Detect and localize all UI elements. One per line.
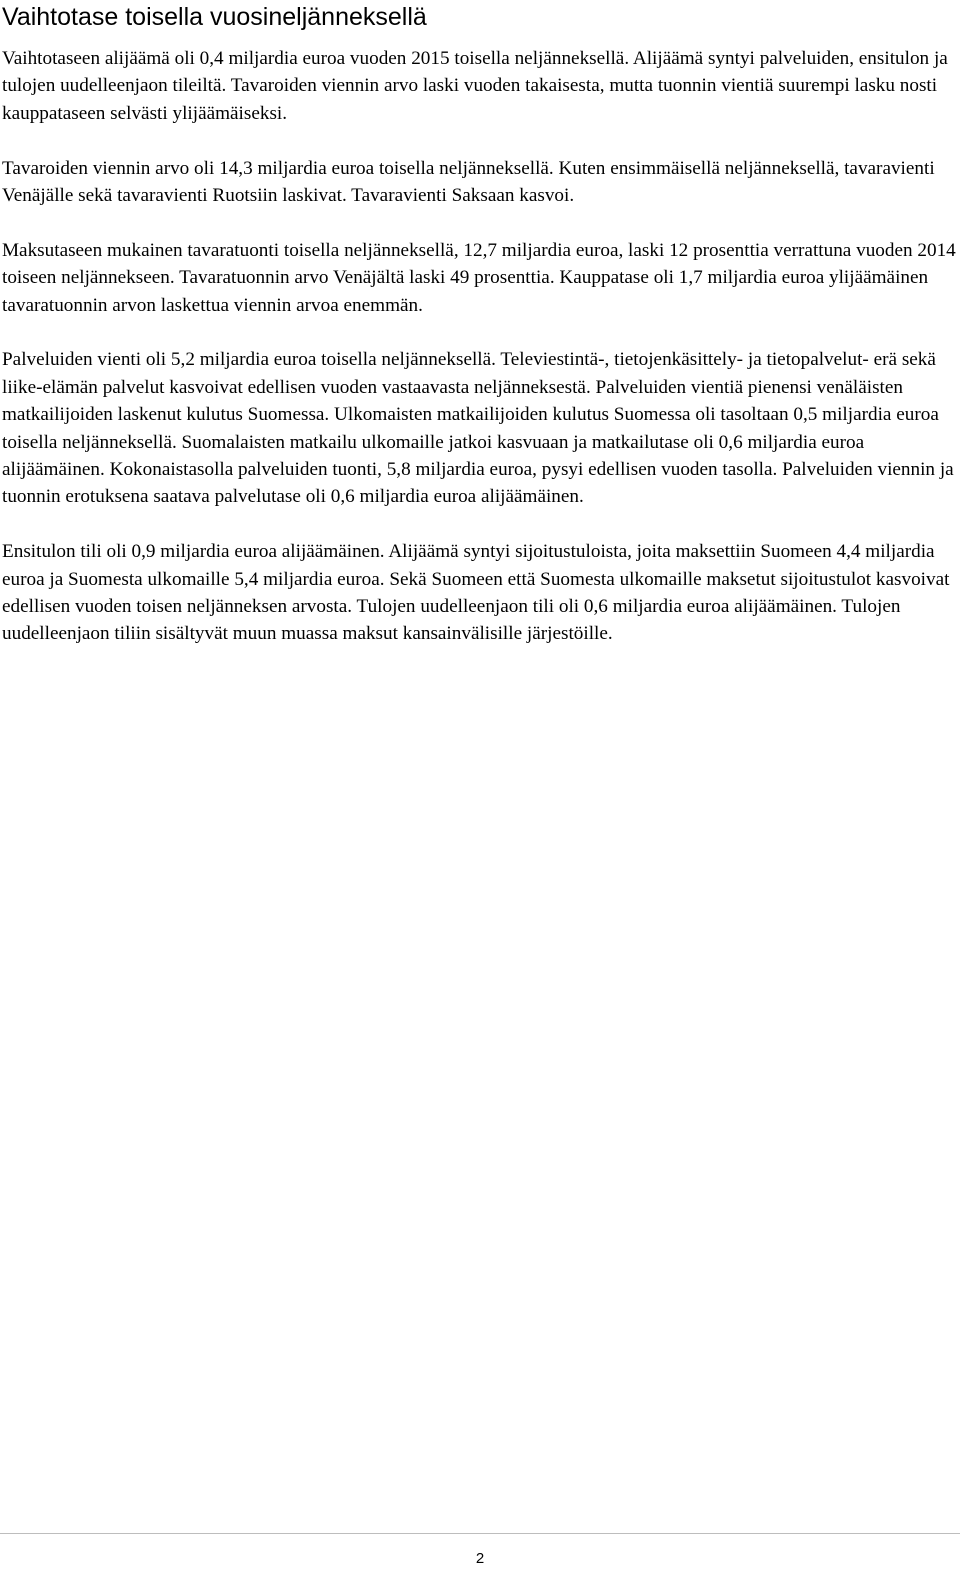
paragraph-services: Palveluiden vienti oli 5,2 miljardia euroa toisella neljänneksellä. Televiestintä-, tietojenkäsittely- ja tietopalvelut- erä sekä liike-elämän palvelut kasvoivat edellisen vuoden vastaavasta neljänneksestä. Palveluiden vientiä pienensi venäläisten matkailijoiden laskenut kulutus Suomessa. Ulkomaisten matkailijoiden kulutus Suomessa oli tasoltaan 0,5 miljardia euroa toisella neljänneksellä. Suomalaisten matkailu ulkomaille jatkoi kasvuaan ja matkailutase oli 0,6 miljardia euroa alijäämäinen. Kokonaistasolla palveluiden tuonti, 5,8 miljardia euroa, pysyi edellisen vuoden tasolla. Palveluiden viennin ja tuonnin erotuksena saatava palvelutase oli 0,6 miljardia euroa alijäämäinen. xyxy=(2,349,954,508)
page-title: Vaihtotase toisella vuosineljänneksellä xyxy=(2,3,427,31)
page-number: 2 xyxy=(475,1550,485,1567)
document-body xyxy=(2,45,956,675)
paragraph-goods-exports: Tavaroiden viennin arvo oli 14,3 miljardia euroa toisella neljänneksellä. Kuten ensimmäisellä neljänneksellä, tavaravienti Venäjälle sekä tavaravienti Ruotsiin laskivat. Tavaravienti Saksaan kasvoi. xyxy=(2,157,935,207)
paragraph-primary-income: Ensitulon tili oli 0,9 miljardia euroa alijäämäinen. Alijäämä syntyi sijoitustuloista, joita maksettiin Suomeen 4,4 miljardia euroa ja Suomesta ulkomaille 5,4 miljardia euroa. Sekä Suomeen että Suomesta ulkomaille maksetut sijoitustulot kasvoivat edellisen vuoden toisen neljänneksen arvosta. Tulojen uudelleenjaon tili oli 0,6 miljardia euroa alijäämäinen. Tulojen uudelleenjaon tiliin sisältyvät muun muassa maksut kansainvälisille järjestöille. xyxy=(2,541,950,645)
paragraph-current-account-summary: Vaihtotaseen alijäämä oli 0,4 miljardia euroa vuoden 2015 toisella neljänneksellä. Alijäämä syntyi palveluiden, ensitulon ja tulojen uudelleenjaon tileiltä. Tavaroiden viennin arvo laski vuoden takaisesta, mutta tuonnin vientiä suurempi lasku nosti kauppataseen selvästi ylijäämäiseksi. xyxy=(2,48,948,124)
footer-divider xyxy=(0,1533,960,1534)
paragraph-goods-imports: Maksutaseen mukainen tavaratuonti toisella neljänneksellä, 12,7 miljardia euroa, laski 12 prosenttia verrattuna vuoden 2014 toiseen neljännekseen. Tavaratuonnin arvo Venäjältä laski 49 prosenttia. Kauppatase oli 1,7 miljardia euroa ylijäämäinen tavaratuonnin arvon laskettua viennin arvoa enemmän. xyxy=(2,239,956,316)
